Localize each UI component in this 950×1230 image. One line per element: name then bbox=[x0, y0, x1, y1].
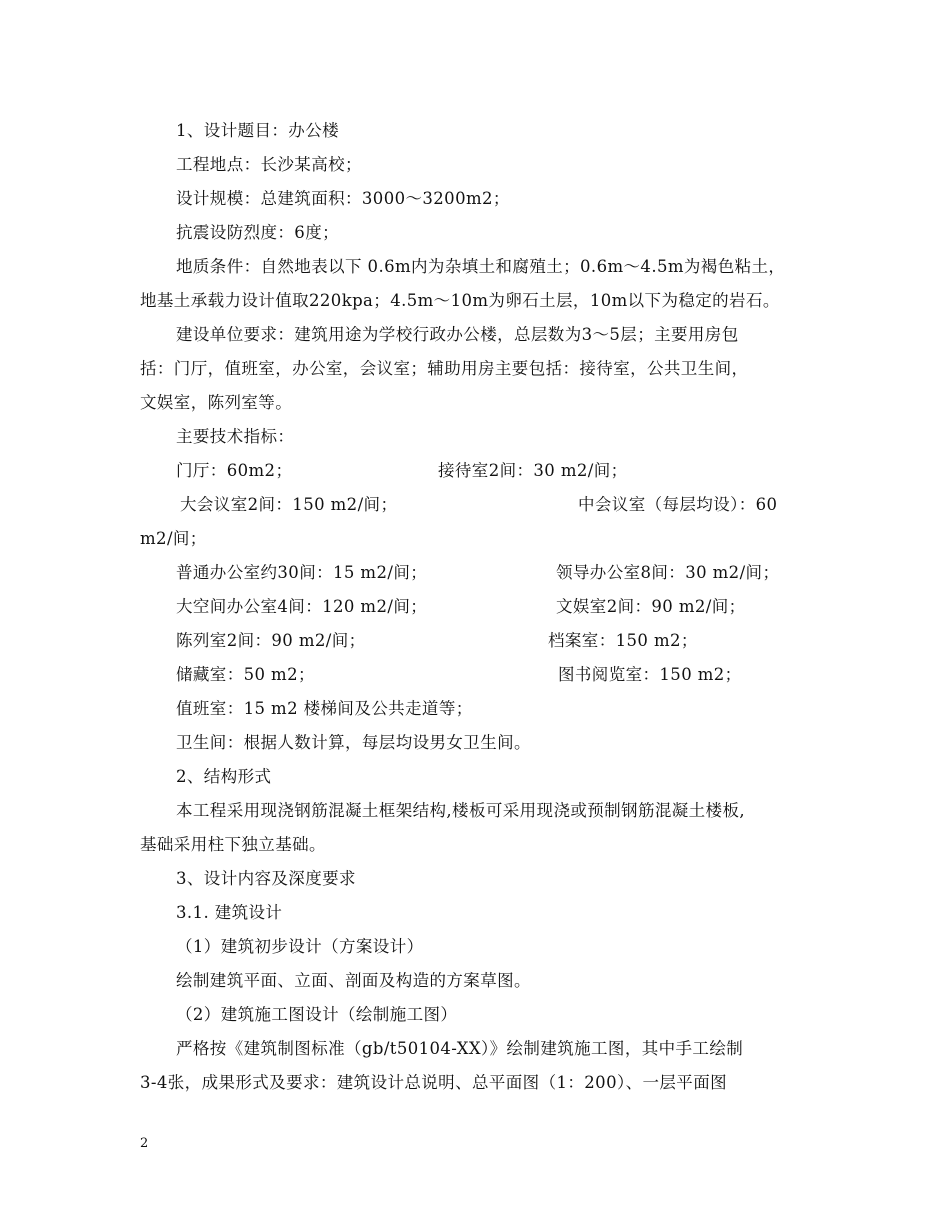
indicator-restroom: 卫生间：根据人数计算，每层均设男女卫生间。 bbox=[176, 733, 531, 752]
indicator-recreation: 文娱室2间：90 m2/间； bbox=[556, 597, 746, 616]
indicator-large-meeting: 大会议室2间：150 m2/间； bbox=[180, 495, 398, 514]
line-location: 工程地点：长沙某高校； bbox=[176, 155, 362, 174]
indicator-medium-meeting-unit: m2/间； bbox=[140, 529, 207, 548]
line-seismic: 抗震设防烈度：6度； bbox=[176, 223, 339, 242]
indicator-reading-room: 图书阅览室：150 m2； bbox=[558, 665, 742, 684]
section-heading-structure: 2、结构形式 bbox=[176, 767, 272, 786]
line-drawing-standard-1: 严格按《建筑制图标准（gb/t50104-XX）》绘制建筑施工图，其中手工绘制 bbox=[176, 1039, 744, 1058]
line-title: 1、设计题目：办公楼 bbox=[176, 121, 339, 140]
indicator-reception: 接待室2间：30 m2/间； bbox=[438, 461, 628, 480]
indicator-lobby: 门厅：60m2； bbox=[176, 461, 293, 480]
indicator-medium-meeting: 中会议室（每层均设）：60 bbox=[578, 495, 778, 514]
indicator-exhibition: 陈列室2间：90 m2/间； bbox=[176, 631, 366, 650]
indicator-storage: 储藏室：50 m2； bbox=[176, 665, 315, 684]
line-drawing-standard-2: 3-4张，成果形式及要求：建筑设计总说明、总平面图（1：200）、一层平面图 bbox=[140, 1073, 728, 1092]
subsection-heading-architecture: 3.1. 建筑设计 bbox=[176, 903, 283, 922]
line-indicators-heading: 主要技术指标： bbox=[176, 427, 295, 446]
line-geology-1: 地质条件：自然地表以下 0.6m内为杂填土和腐殖土；0.6m～4.5m为褐色粘土， bbox=[176, 257, 786, 276]
line-structure-2: 基础采用柱下独立基础。 bbox=[140, 835, 326, 854]
item-preliminary-design: （1）建筑初步设计（方案设计） bbox=[176, 937, 424, 956]
line-requirement-2: 括：门厅，值班室，办公室，会议室；辅助用房主要包括：接待室，公共卫生间， bbox=[140, 359, 749, 378]
section-heading-design-content: 3、设计内容及深度要求 bbox=[176, 869, 356, 888]
line-structure-1: 本工程采用现浇钢筋混凝土框架结构,楼板可采用现浇或预制钢筋混凝土楼板, bbox=[176, 801, 745, 820]
line-requirement-1: 建设单位要求：建筑用途为学校行政办公楼，总层数为3～5层；主要用房包 bbox=[176, 325, 739, 344]
page-number: 2 bbox=[140, 1136, 149, 1151]
line-geology-2: 地基土承载力设计值取220kpa；4.5m～10m为卵石土层，10m以下为稳定的岩石。 bbox=[140, 291, 780, 310]
indicator-office: 普通办公室约30间：15 m2/间； bbox=[176, 563, 428, 582]
indicator-open-office: 大空间办公室4间：120 m2/间； bbox=[176, 597, 428, 616]
item-construction-drawing: （2）建筑施工图设计（绘制施工图） bbox=[176, 1005, 458, 1024]
line-scale: 设计规模：总建筑面积：3000～3200m2； bbox=[176, 189, 510, 208]
line-preliminary-design: 绘制建筑平面、立面、剖面及构造的方案草图。 bbox=[176, 971, 531, 990]
indicator-archive: 档案室：150 m2； bbox=[548, 631, 698, 650]
line-requirement-3: 文娱室，陈列室等。 bbox=[140, 393, 293, 412]
indicator-duty-room: 值班室：15 m2 楼梯间及公共走道等； bbox=[176, 699, 473, 718]
indicator-leader-office: 领导办公室8间：30 m2/间； bbox=[556, 563, 780, 582]
